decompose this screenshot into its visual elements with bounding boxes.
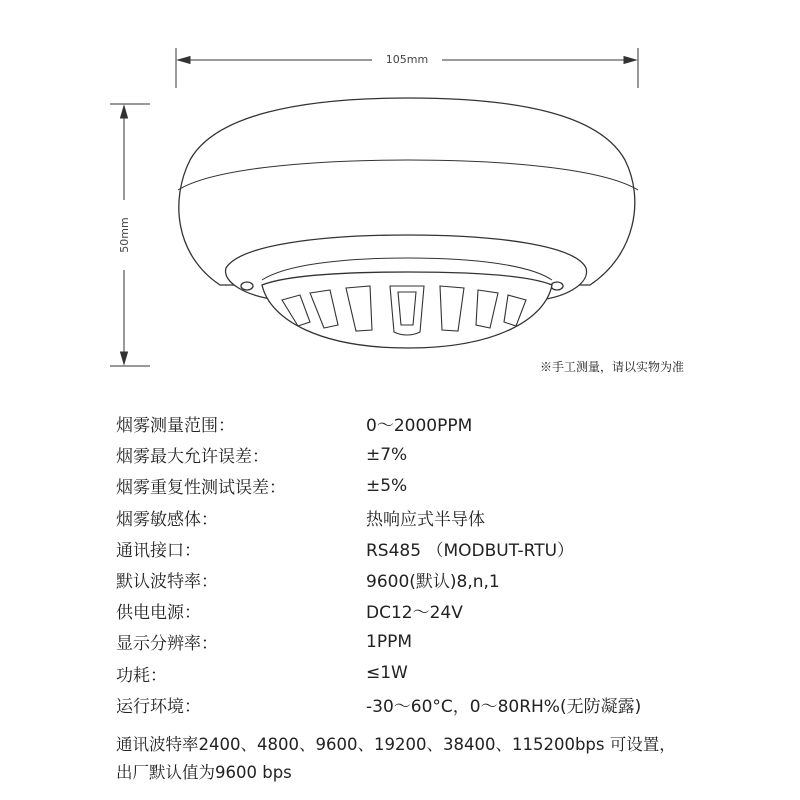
spec-label: 功耗： bbox=[116, 665, 167, 686]
footnote-line-1: 通讯波特率2400、4800、9600、19200、38400、115200bps 可设置， bbox=[116, 735, 676, 754]
spec-value: 热响应式半导体 bbox=[366, 509, 485, 530]
baud-rate-footnote bbox=[116, 731, 776, 787]
spec-value: 1PPM bbox=[366, 631, 412, 652]
spec-value: 9600(默认)8,n,1 bbox=[366, 572, 500, 593]
spec-label: 烟雾重复性测试误差： bbox=[116, 478, 286, 499]
spec-label: 通讯接口： bbox=[116, 540, 201, 561]
spec-label: 默认波特率： bbox=[116, 572, 218, 593]
spec-value: ±7% bbox=[366, 444, 408, 465]
spec-label: 烟雾测量范围： bbox=[116, 416, 235, 437]
spec-row-resolution bbox=[116, 626, 756, 657]
spec-label: 显示分辨率： bbox=[116, 634, 218, 655]
footnote-line-2: 出厂默认值为9600 bps bbox=[116, 763, 292, 782]
measurement-note: ※手工测量，请以实物为准 bbox=[540, 360, 685, 374]
spec-label: 供电电源： bbox=[116, 603, 201, 624]
left-screw bbox=[241, 282, 253, 290]
spec-value: ≤1W bbox=[366, 663, 408, 684]
spec-label: 烟雾最大允许误差： bbox=[116, 447, 269, 468]
spec-row-repeat-error bbox=[116, 470, 756, 501]
width-dimension-label: 105mm bbox=[385, 53, 429, 66]
spec-value: RS485 （MODBUT-RTU） bbox=[366, 540, 575, 561]
spec-row-smoke-range bbox=[116, 408, 756, 439]
spec-value: DC12～24V bbox=[366, 603, 463, 624]
spec-row-power-consumption bbox=[116, 658, 756, 689]
spec-label: 运行环境： bbox=[116, 696, 201, 717]
spec-value: ±5% bbox=[366, 475, 408, 496]
right-screw bbox=[551, 282, 563, 290]
spec-row-sensor bbox=[116, 502, 756, 533]
spec-list bbox=[116, 408, 756, 720]
detector-body bbox=[178, 98, 638, 348]
spec-row-baud-rate bbox=[116, 564, 756, 595]
spec-value: 0～2000PPM bbox=[366, 416, 473, 437]
height-dimension-label: 50mm bbox=[118, 217, 131, 253]
spec-row-environment bbox=[116, 689, 756, 720]
spec-label: 烟雾敏感体： bbox=[116, 509, 218, 530]
spec-row-power-supply bbox=[116, 595, 756, 626]
spec-row-max-error bbox=[116, 439, 756, 470]
spec-row-interface bbox=[116, 533, 756, 564]
spec-value: -30～60°C，0～80RH%(无防凝露) bbox=[366, 696, 642, 717]
